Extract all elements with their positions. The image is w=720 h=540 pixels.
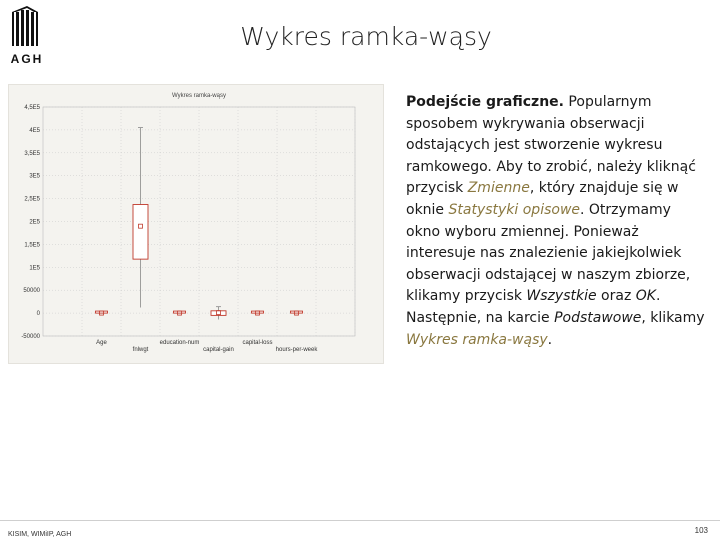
- y-tick-label: 50000: [23, 288, 40, 295]
- description-text: [406, 92, 706, 351]
- y-tick-label: 3E5: [29, 173, 40, 180]
- x-tick-label: Age: [96, 340, 107, 346]
- text-part: . Otrzymamy okno wyboru zmiennej. Ponieważ interesuje nas znalezienie jakiejkolwiek obserwacji odstającej w naszym zbiorze, klikamy przycisk: [406, 201, 691, 305]
- text-part: Popularnym sposobem wykrywania obserwacji odstających jest stworzenie wykresu ramkowego. Aby to zrobić, należy kliknąć przycisk: [406, 94, 696, 197]
- statystyki-opisowe-ref: Statystyki opisowe: [448, 201, 581, 218]
- y-tick-label: 2,5E5: [24, 196, 40, 203]
- x-tick-label: capital-loss: [242, 340, 273, 346]
- x-tick-label: capital-gain: [203, 347, 234, 353]
- y-tick-label: 3,5E5: [24, 150, 40, 157]
- y-tick-label: 4,5E5: [24, 105, 40, 111]
- text-part: . Następnie, na karcie: [406, 288, 661, 326]
- text-part: .: [547, 331, 553, 348]
- podstawowe-ref: Podstawowe: [554, 309, 642, 326]
- zmienne-ref: Zmienne: [467, 180, 530, 197]
- text-part: , który znajduje się w oknie: [406, 180, 679, 218]
- text-part: oraz: [596, 288, 636, 305]
- text-part: , klikamy: [641, 309, 705, 326]
- y-tick-label: 2E5: [29, 219, 40, 226]
- box-plot-chart: [8, 84, 384, 364]
- page-number: 103: [694, 526, 708, 535]
- y-tick-label: 1,5E5: [24, 242, 40, 249]
- footer-divider: [0, 520, 720, 521]
- box-fnlwgt: [133, 205, 148, 260]
- x-tick-label: education-num: [159, 340, 200, 346]
- ok-ref: OK: [635, 288, 656, 305]
- bold-lead: Podejście graficzne.: [406, 94, 564, 110]
- wykres-ramka-wasy-ref: Wykres ramka-wąsy: [406, 331, 548, 348]
- x-tick-label: hours-per-week: [275, 347, 318, 353]
- y-tick-label: 4E5: [29, 127, 40, 134]
- x-tick-label: fnlwgt: [132, 347, 149, 353]
- slide-title: Wykres ramka-wąsy: [240, 22, 492, 51]
- footer-affiliation: KISIM, WIMiIP, AGH: [8, 531, 72, 538]
- wszystkie-ref: Wszystkie: [526, 288, 597, 305]
- logo-text: AGH: [10, 52, 44, 66]
- chart-title: Wykres ramka-wąsy: [172, 93, 226, 99]
- y-tick-label: 1E5: [29, 265, 40, 272]
- y-tick-label: -50000: [21, 334, 40, 340]
- y-tick-label: 0: [36, 311, 40, 318]
